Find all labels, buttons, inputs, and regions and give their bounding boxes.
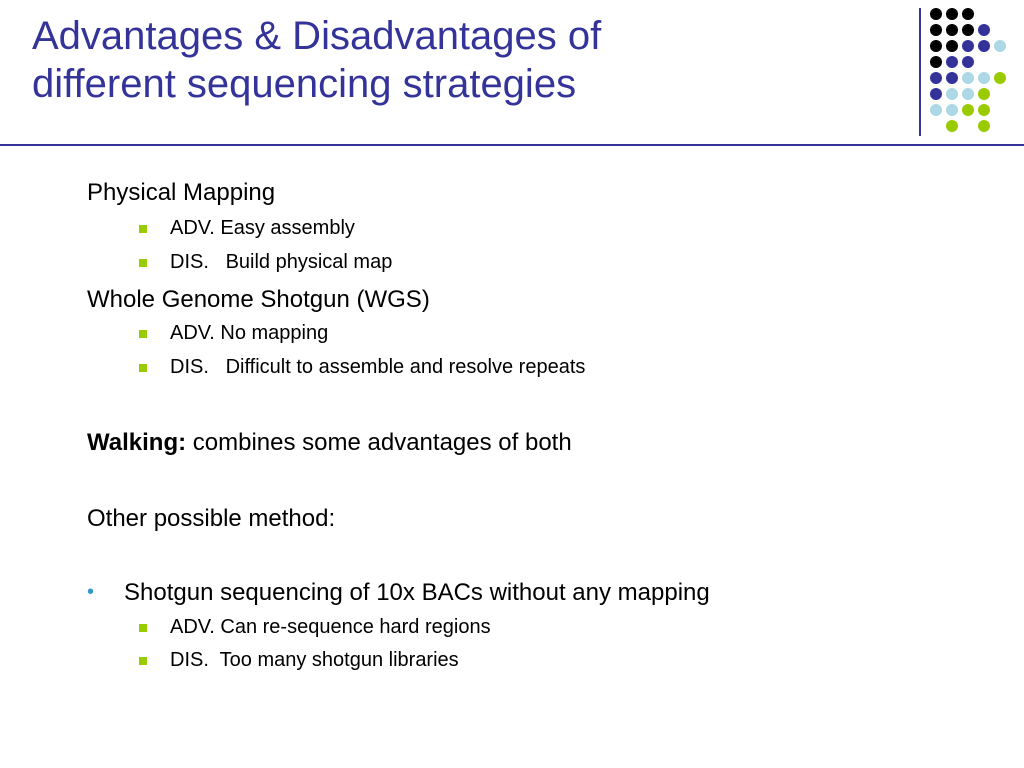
square-bullet-icon <box>139 364 147 372</box>
square-bullet-icon <box>139 259 147 267</box>
section-heading-wgs: Whole Genome Shotgun (WGS) <box>87 286 430 313</box>
square-bullet-icon <box>139 624 147 632</box>
shotgun-dis: DIS. Too many shotgun libraries <box>170 649 459 671</box>
walking-text: combines some advantages of both <box>186 429 572 456</box>
walking-label: Walking: <box>87 429 187 456</box>
physical-mapping-adv: ADV. Easy assembly <box>170 217 355 239</box>
shotgun-adv: ADV. Can re-sequence hard regions <box>170 616 491 638</box>
title-line-2: different sequencing strategies <box>32 62 577 106</box>
square-bullet-icon <box>139 225 147 233</box>
wgs-adv: ADV. No mapping <box>170 322 329 344</box>
walking-line <box>87 429 572 457</box>
title-line-1: Advantages & Disadvantages of <box>32 14 602 58</box>
physical-mapping-dis: DIS. Build physical map <box>170 251 393 273</box>
wgs-dis: DIS. Difficult to assemble and resolve repeats <box>170 356 586 378</box>
round-bullet-icon: • <box>87 581 95 603</box>
square-bullet-icon <box>139 330 147 338</box>
section-heading-physical-mapping: Physical Mapping <box>87 179 276 206</box>
shotgun-heading: Shotgun sequencing of 10x BACs without any mapping <box>124 579 710 606</box>
square-bullet-icon <box>139 657 147 665</box>
other-method-label: Other possible method: <box>87 505 336 532</box>
